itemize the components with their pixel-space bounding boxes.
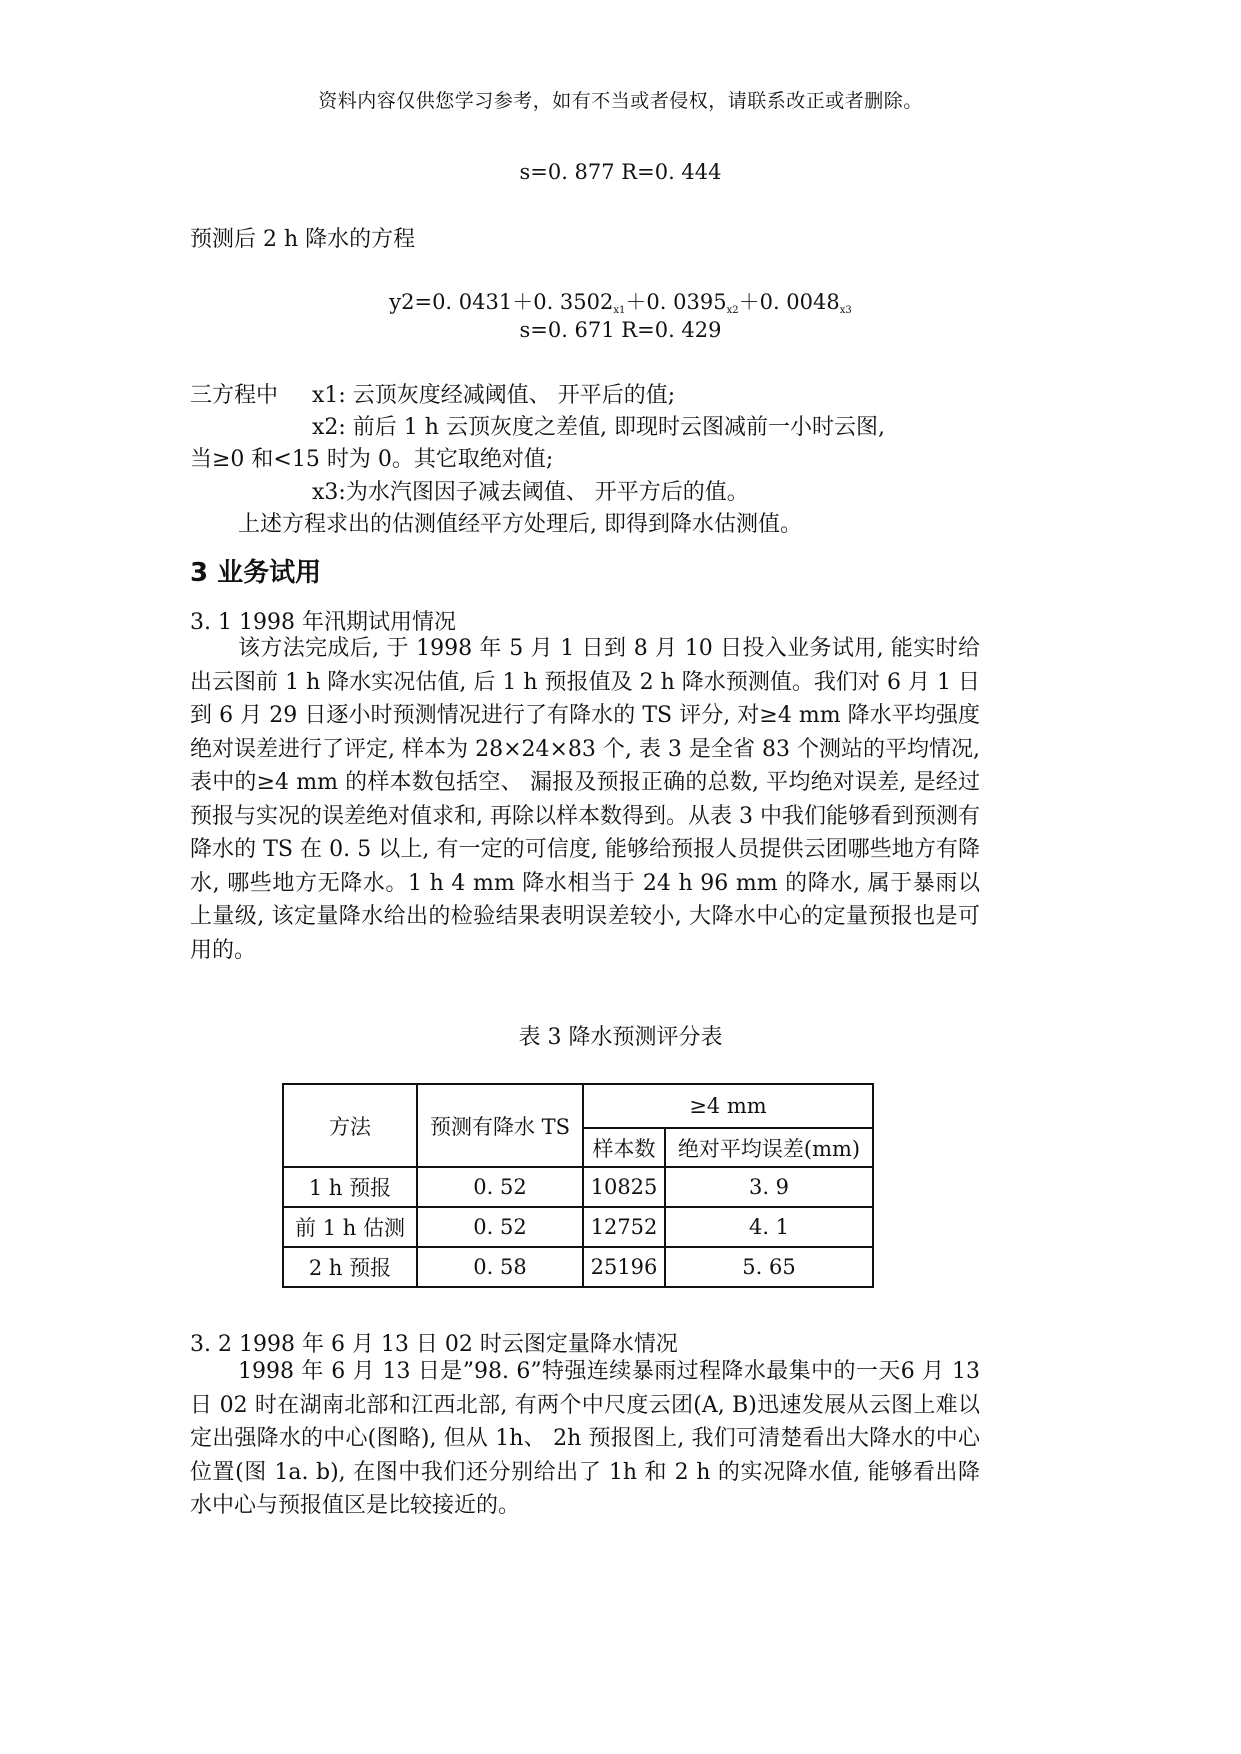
vars-lead: 三方程中 xyxy=(190,383,279,408)
equation2-sub-x3: x3 xyxy=(839,305,852,316)
header-method: 方法 xyxy=(283,1084,417,1167)
cell-samples: 25196 xyxy=(583,1247,665,1287)
paragraph-31-text: 该方法完成后, 于 1998 年 5 月 1 日到 8 月 10 日投入业务试用, 能实时给出云图前 1 h 降水实况估值, 后 1 h 预报值及 2 h 降水预测值。我们对 6 月 1 日到 6 月 29 日逐小时预测情况进行了有降水的 TS 评分, 对≥4 mm 降水平均强度绝对误差进行了评定, 样本为 28×24×83 个, 表 3 是全省 83 个测站的平均情况, 表中的≥4 mm 的样本数包括空、 漏报及预报正确的总数, 平均绝对误差, 是经过预报与实况的误差绝对值求和, 再除以样本数得到。从表 3 中我们能够看到预测有降水的 TS 在 0. 5 以上, 有一定的可信度, 能够给预报人员提供云团哪些地方有降水, 哪些地方无降水。1 h 4 mm 降水相当于 24 h 96 mm 的降水, 属于暴雨以上量级, 该定量降水给出的检验结果表明误差较小, 大降水中心的定量预报也是可用的。 xyxy=(190,636,980,963)
cell-samples: 10825 xyxy=(583,1167,665,1207)
table-caption: 表 3 降水预测评分表 xyxy=(518,1025,723,1050)
var-x2-desc-cont: 当≥0 和<15 时为 0。其它取绝对值; xyxy=(190,447,554,472)
cell-method: 前 1 h 估测 xyxy=(283,1207,417,1247)
equation2-intro: 预测后 2 h 降水的方程 xyxy=(190,227,416,252)
cell-ts: 0. 58 xyxy=(417,1247,583,1287)
table-row xyxy=(283,1167,873,1207)
table-row xyxy=(283,1207,873,1247)
equation2-term3: ＋0. 0048 xyxy=(738,290,840,314)
conclusion-text: 上述方程求出的估测值经平方处理后, 即得到降水估测值。 xyxy=(238,512,802,537)
header-error: 绝对平均误差(mm) xyxy=(665,1128,873,1167)
cell-ts: 0. 52 xyxy=(417,1167,583,1207)
header-ts: 预测有降水 TS xyxy=(417,1084,583,1167)
var-x2-desc: x2: 前后 1 h 云顶灰度之差值, 即现时云图减前一小时云图, xyxy=(312,415,885,440)
equation2-sub-x2: x2 xyxy=(726,305,739,316)
header-threshold: ≥4 mm xyxy=(583,1084,873,1128)
header-samples: 样本数 xyxy=(583,1128,665,1167)
cell-ts: 0. 52 xyxy=(417,1207,583,1247)
section3-title: 3 业务试用 xyxy=(190,558,322,588)
header-note: 资料内容仅供您学习参考，如有不当或者侵权，请联系改正或者删除。 xyxy=(318,90,923,112)
equation1-stats: s=0. 877 R=0. 444 xyxy=(519,160,722,184)
cell-error: 5. 65 xyxy=(665,1247,873,1287)
paragraph-31 xyxy=(190,632,980,967)
var-x3-desc: x3:为水汽图因子减去阈值、 开平方后的值。 xyxy=(312,480,749,505)
subsection32-title: 3. 2 1998 年 6 月 13 日 02 时云图定量降水情况 xyxy=(190,1332,678,1357)
cell-method: 2 h 预报 xyxy=(283,1247,417,1287)
cell-error: 4. 1 xyxy=(665,1207,873,1247)
cell-samples: 12752 xyxy=(583,1207,665,1247)
equation2-stats: s=0. 671 R=0. 429 xyxy=(519,318,722,342)
cell-error: 3. 9 xyxy=(665,1167,873,1207)
equation2-sub-x1: x1 xyxy=(613,305,626,316)
equation2 xyxy=(0,286,1241,316)
subsection31-title: 3. 1 1998 年汛期试用情况 xyxy=(190,610,456,635)
score-table xyxy=(282,1083,874,1288)
equation2-term2: ＋0. 0395 xyxy=(625,290,727,314)
table-row xyxy=(283,1247,873,1287)
paragraph-32-text: 1998 年 6 月 13 日是”98. 6”特强连续暴雨过程降水最集中的一天6 月 13 日 02 时在湖南北部和江西北部, 有两个中尺度云团(A, B)迅速发展从云图上难以定出强降水的中心(图略), 但从 1h、 2h 预报图上, 我们可清楚看出大降水的中心位置(图 1a. b), 在图中我们还分别给出了 1h 和 2 h 的实况降水值, 能够看出降水中心与预报值区是比较接近的。 xyxy=(190,1359,980,1518)
paragraph-32 xyxy=(190,1355,980,1523)
var-x1-desc: x1: 云顶灰度经减阈值、 开平后的值; xyxy=(312,383,676,408)
cell-method: 1 h 预报 xyxy=(283,1167,417,1207)
equation2-lhs: y2=0. 0431＋0. 3502 xyxy=(389,290,614,314)
